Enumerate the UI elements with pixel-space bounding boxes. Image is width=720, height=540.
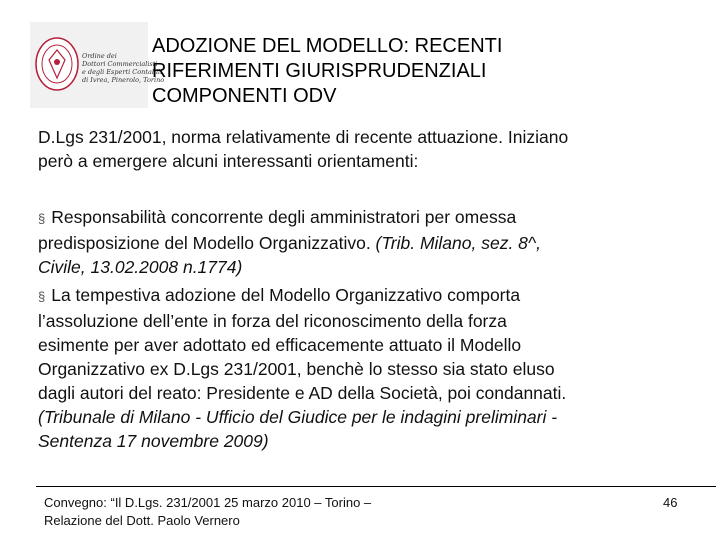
logo-line: Dottori Commercialisti — [82, 60, 158, 68]
bullet-text: l’assoluzione dell’ente in forza del riconoscimento della forza — [38, 311, 507, 331]
bullet-text: dagli autori del reato: Presidente e AD della Società, poi condannati. — [38, 383, 567, 403]
title-line: ADOZIONE DEL MODELLO: RECENTI — [152, 35, 503, 57]
order-seal-icon — [34, 36, 80, 92]
order-logo — [30, 22, 165, 108]
bullet-item-2 — [38, 283, 688, 453]
footer-line: Convegno: “Il D.Lgs. 231/2001 25 marzo 2010 – Torino – — [44, 495, 372, 510]
page-number: 46 — [663, 495, 678, 510]
bullet-marker: § — [38, 211, 46, 226]
citation: (Trib. Milano, sez. 8^, — [375, 233, 541, 253]
title-line: COMPONENTI ODV — [152, 85, 337, 107]
footer-text — [44, 494, 371, 530]
logo-line: Ordine dei — [82, 52, 117, 60]
citation: (Tribunale di Milano - Ufficio del Giudice per le indagini preliminari - — [38, 407, 558, 427]
bullet-item-1 — [38, 205, 688, 279]
bullet-text: Organizzativo ex D.Lgs 231/2001, benchè lo stesso sia stato eluso — [38, 359, 555, 379]
bullet-text: predisposizione del Modello Organizzativo. — [38, 233, 376, 253]
intro-line: D.Lgs 231/2001, norma relativamente di recente attuazione. Iniziano — [38, 127, 569, 147]
bullet-text: Responsabilità concorrente degli amministratori per omessa — [51, 207, 517, 227]
logo-line: e degli Esperti Contabili — [82, 68, 163, 76]
bullet-marker: § — [38, 289, 46, 304]
footer-line: Relazione del Dott. Paolo Vernero — [44, 513, 240, 528]
footer-divider — [36, 486, 716, 487]
bullet-text: esimente per aver adottato ed efficacemente attuato il Modello — [38, 335, 522, 355]
citation: Sentenza 17 novembre 2009) — [38, 431, 269, 451]
intro-paragraph — [38, 125, 698, 173]
bullet-text: La tempestiva adozione del Modello Organizzativo comporta — [51, 285, 521, 305]
intro-line: però a emergere alcuni interessanti orientamenti: — [38, 151, 419, 171]
logo-line: di Ivrea, Pinerolo, Torino — [82, 76, 165, 84]
citation: Civile, 13.02.2008 n.1774) — [38, 257, 243, 277]
title-line: RIFERIMENTI GIURISPRUDENZIALI — [152, 60, 487, 82]
slide-title — [152, 34, 672, 109]
